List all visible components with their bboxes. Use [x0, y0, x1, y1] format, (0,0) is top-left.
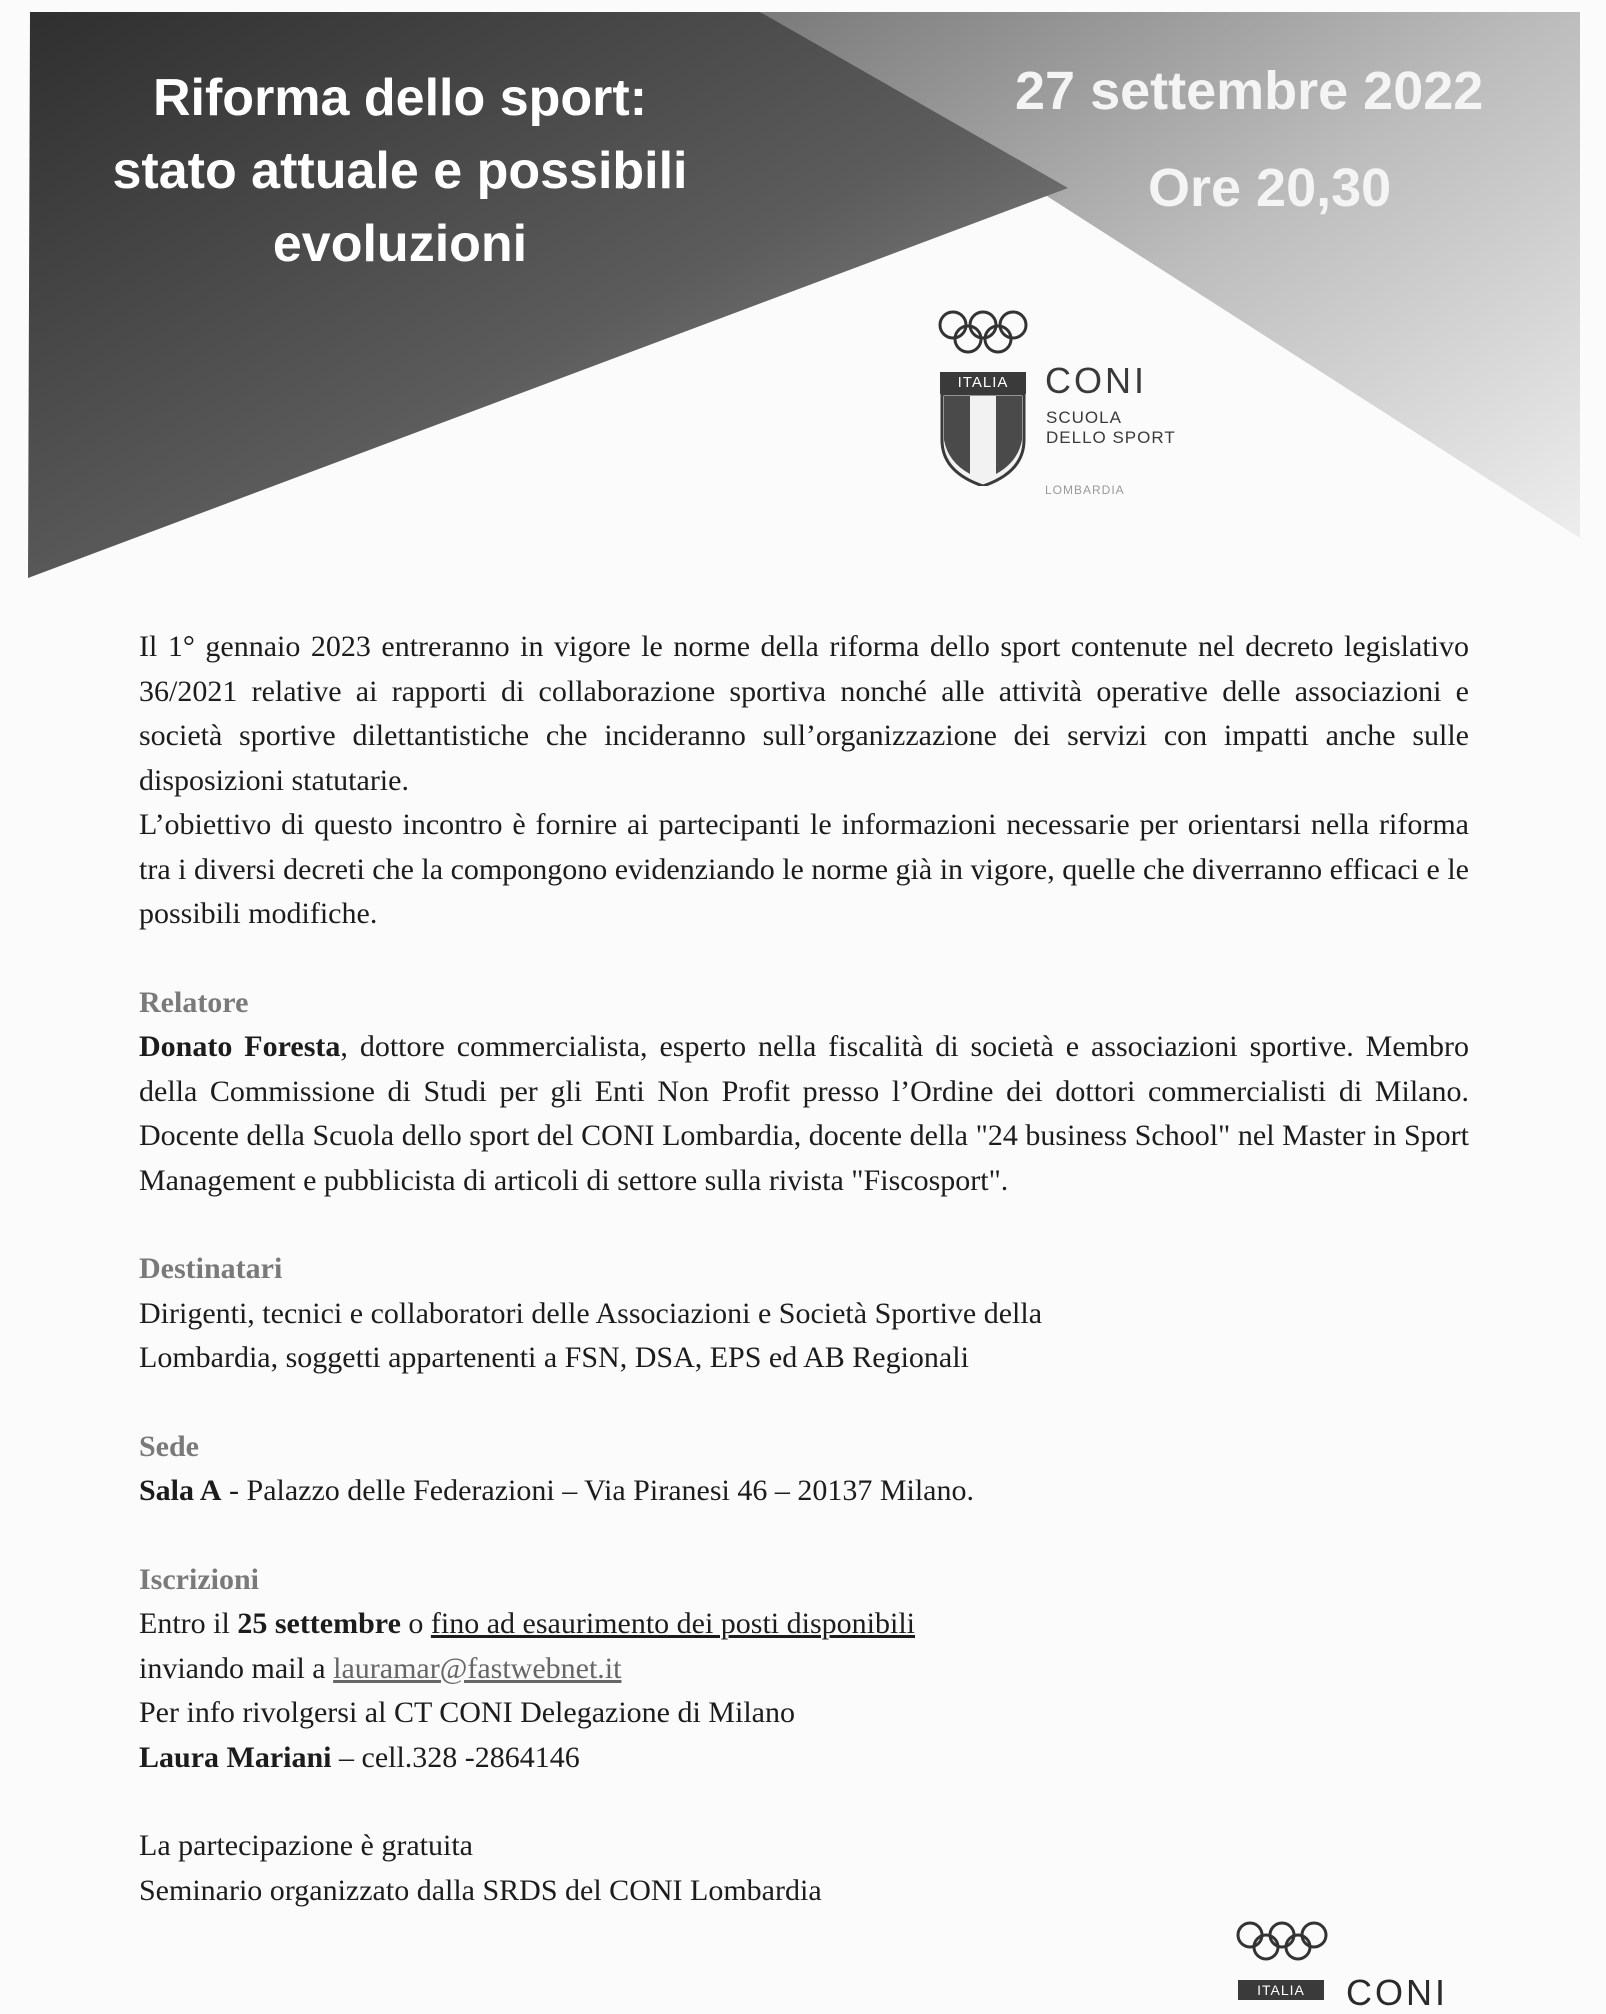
footer-free-note: La partecipazione è gratuita — [139, 1829, 473, 1862]
or-text: o — [400, 1607, 431, 1640]
email-link[interactable]: lauramar@fastwebnet.it — [333, 1651, 622, 1685]
title-line-1: Riforma dello sport: — [152, 69, 648, 127]
iscrizioni-mail-line — [139, 1647, 1469, 1692]
iscrizioni-deadline-line — [139, 1602, 1469, 1647]
footer-organizer: Seminario organizzato dalla SRDS del CONI Lombardia — [139, 1873, 822, 1907]
footer-olympic-rings-icon — [1232, 1920, 1336, 1964]
speaker-bio: , dottore commercialista, esperto nella fiscalità di società e associazioni sportive. Membro della Commissione di Studi per gli Enti Non Profit presso l’Ordine dei dottori commercialisti di Milano. Docente della Scuola dello sport del CONI Lombardia, docente della "24 business School" nel Master in Sport Management e pubblicista di articoli di settore sulla rivista "Fiscosport". — [139, 1030, 1469, 1197]
relatore-paragraph — [139, 1025, 1469, 1203]
info-line: Per info rivolgersi al CT CONI Delegazione di Milano — [139, 1696, 795, 1729]
subtitle-line-1: SCUOLA — [1046, 408, 1122, 427]
document-body — [139, 625, 1469, 1913]
destinatari-line-2: Lombardia, soggetti appartenenti a FSN, DSA, EPS ed AB Regionali — [139, 1341, 969, 1374]
contact-name: Laura Mariani — [139, 1740, 332, 1774]
coni-region: LOMBARDIA — [1045, 483, 1125, 497]
availability-note: fino ad esaurimento dei posti disponibili — [430, 1607, 915, 1640]
relatore-heading: Relatore — [139, 985, 249, 1019]
event-date: 27 settembre 2022 — [1015, 61, 1484, 121]
coni-subtitle — [1046, 408, 1176, 448]
contact-line — [139, 1736, 1469, 1781]
intro-paragraph-2: L’obiettivo di questo incontro è fornire ai partecipanti le informazioni necessarie per orientarsi nella riforma tra i diversi decreti che la compongono evidenziando le norme già in vigore, quelle che diverranno efficaci e le possibili modifiche. — [139, 808, 1469, 930]
contact-phone: – cell.328 -2864146 — [331, 1740, 580, 1774]
title-line-2: stato attuale e possibili — [112, 142, 688, 200]
sede-line — [139, 1469, 1469, 1514]
olympic-rings-icon — [935, 308, 1035, 358]
speaker-name: Donato Foresta — [139, 1030, 341, 1063]
italy-shield-icon — [940, 394, 1026, 486]
footer-coni-name: CONI — [1346, 1972, 1448, 2013]
italia-badge: ITALIA — [940, 372, 1026, 394]
destinatari-heading: Destinatari — [139, 1252, 283, 1285]
sede-room: Sala A — [139, 1474, 222, 1507]
coni-name: CONI — [1045, 360, 1147, 401]
intro-paragraph-1: Il 1° gennaio 2023 entreranno in vigore le norme della riforma dello sport contenute nel decreto legislativo 36/2021 relative ai rapporti di collaborazione sportiva nonché alle attività operative delle associazioni e società sportive dilettantistiche che incideranno sull’organizzazione dei servizi con impatti anche sulle disposizioni statutarie. — [139, 630, 1469, 797]
event-time: Ore 20,30 — [1148, 158, 1392, 218]
sede-address: - Palazzo delle Federazioni – Via Piranesi 46 – 20137 Milano. — [221, 1474, 974, 1507]
mail-prefix: inviando mail a — [139, 1651, 334, 1685]
sede-heading: Sede — [139, 1429, 199, 1463]
subtitle-line-2: DELLO SPORT — [1046, 428, 1176, 447]
footer-italia-badge: ITALIA — [1238, 1980, 1324, 2000]
title-line-3: evoluzioni — [272, 215, 528, 273]
entro-text: Entro il — [139, 1607, 238, 1640]
iscrizioni-heading: Iscrizioni — [139, 1562, 259, 1596]
deadline-date: 25 settembre — [237, 1607, 401, 1640]
destinatari-line-1: Dirigenti, tecnici e collaboratori delle Associazioni e Società Sportive della — [139, 1296, 1043, 1330]
event-title — [40, 62, 760, 281]
